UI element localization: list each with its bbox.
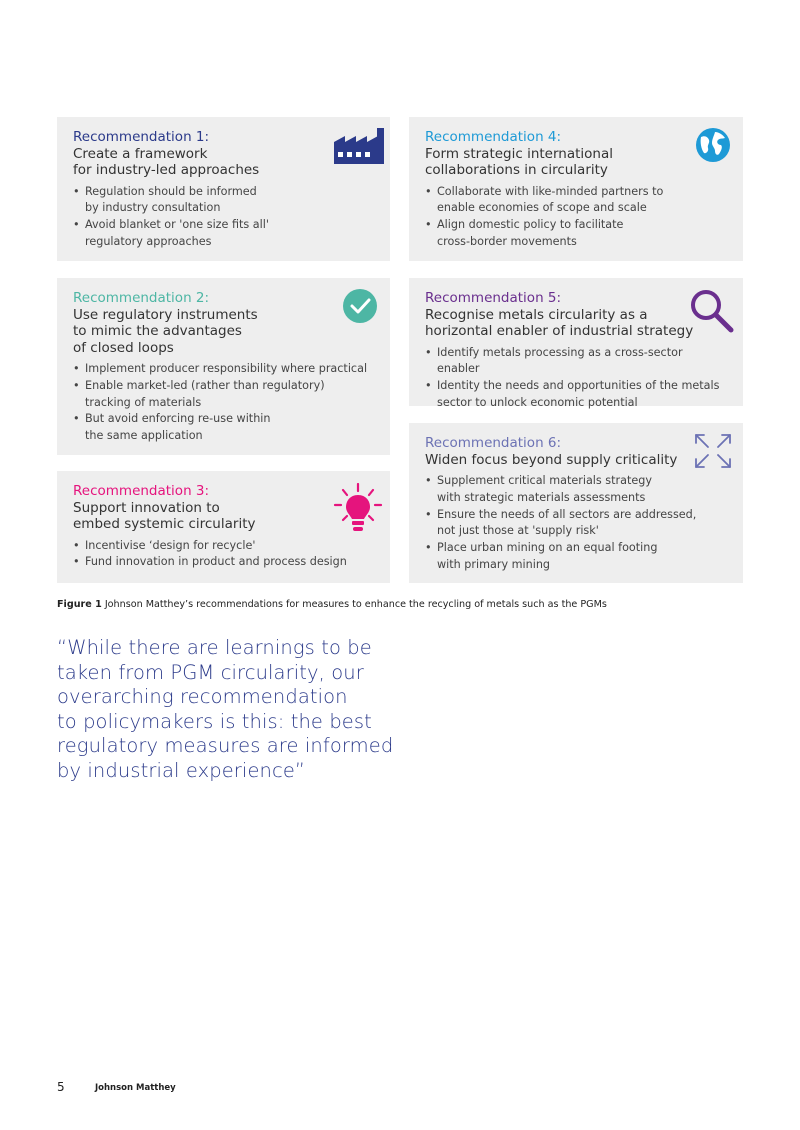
list-item: • Enable market-led (rather than regulatory) tracking of materials <box>73 378 374 412</box>
recommendation-card-5 <box>409 278 743 409</box>
figure-caption <box>57 599 607 610</box>
list-item: • Place urban mining on an equal footing with primary mining <box>425 540 727 574</box>
card-heading: Create a framework for industry-led approaches <box>73 145 260 178</box>
list-item: • Regulation should be informed by industry consultation <box>73 184 374 218</box>
page-number: 5 <box>57 1080 65 1094</box>
bullet-list <box>425 184 727 251</box>
expand-arrows-icon <box>694 433 732 469</box>
list-item: • Ensure the needs of all sectors are addressed, not just those at 'supply risk' <box>425 507 727 541</box>
card-title: Recommendation 2: <box>73 290 210 306</box>
recommendation-card-4 <box>409 117 743 261</box>
figure-text: Johnson Matthey’s recommendations for measures to enhance the recycling of metals such as the PGMs <box>101 599 607 610</box>
card-title: Recommendation 6: <box>425 435 562 451</box>
list-item: • Incentivise ‘design for recycle' <box>73 538 374 555</box>
card-title: Recommendation 3: <box>73 483 210 499</box>
card-title: Recommendation 4: <box>425 129 562 145</box>
list-item: • Supplement critical materials strategy with strategic materials assessments <box>425 473 727 507</box>
card-heading: Use regulatory instruments to mimic the advantages of closed loops <box>73 306 258 356</box>
bullet-list <box>73 361 374 445</box>
globe-icon <box>695 127 731 163</box>
footer-brand: Johnson Matthey <box>95 1083 176 1093</box>
list-item: • Implement producer responsibility where practical <box>73 361 374 378</box>
card-heading: Form strategic international collaborations in circularity <box>425 145 614 178</box>
bullet-list <box>73 538 374 572</box>
checkmark-icon <box>342 288 378 324</box>
list-item: • Identity the needs and opportunities of the metals sector to unlock economic potential <box>425 378 727 412</box>
lightbulb-icon <box>333 483 383 543</box>
recommendation-card-6 <box>409 423 743 583</box>
recommendation-card-2 <box>57 278 390 455</box>
card-title: Recommendation 1: <box>73 129 210 145</box>
list-item: • Align domestic policy to facilitate cross-border movements <box>425 217 727 251</box>
card-heading: Widen focus beyond supply criticality <box>425 451 678 468</box>
recommendation-card-1 <box>57 117 390 261</box>
list-item: • But avoid enforcing re-use within the same application <box>73 411 374 445</box>
list-item: • Collaborate with like-minded partners to enable economies of scope and scale <box>425 184 727 218</box>
list-item: • Identify metals processing as a cross-sector enabler <box>425 345 727 379</box>
list-item: • Avoid blanket or 'one size fits all' regulatory approaches <box>73 217 374 251</box>
card-title: Recommendation 5: <box>425 290 562 306</box>
card-heading: Recognise metals circularity as a horizontal enabler of industrial strategy <box>425 306 694 339</box>
card-heading: Support innovation to embed systemic circularity <box>73 499 256 532</box>
list-item: • Fund innovation in product and process design <box>73 554 374 571</box>
figure-label: Figure 1 <box>57 599 102 610</box>
magnifier-icon <box>689 288 735 334</box>
bullet-list <box>73 184 374 251</box>
recommendation-card-3 <box>57 471 390 583</box>
bullet-list <box>425 473 727 574</box>
pull-quote: “While there are learnings to be taken from PGM circularity, our overarching recommendation to policymakers is this: the best regulatory measures are informed by industrial experience” <box>57 636 394 782</box>
bullet-list <box>425 345 727 412</box>
factory-icon <box>334 128 386 164</box>
